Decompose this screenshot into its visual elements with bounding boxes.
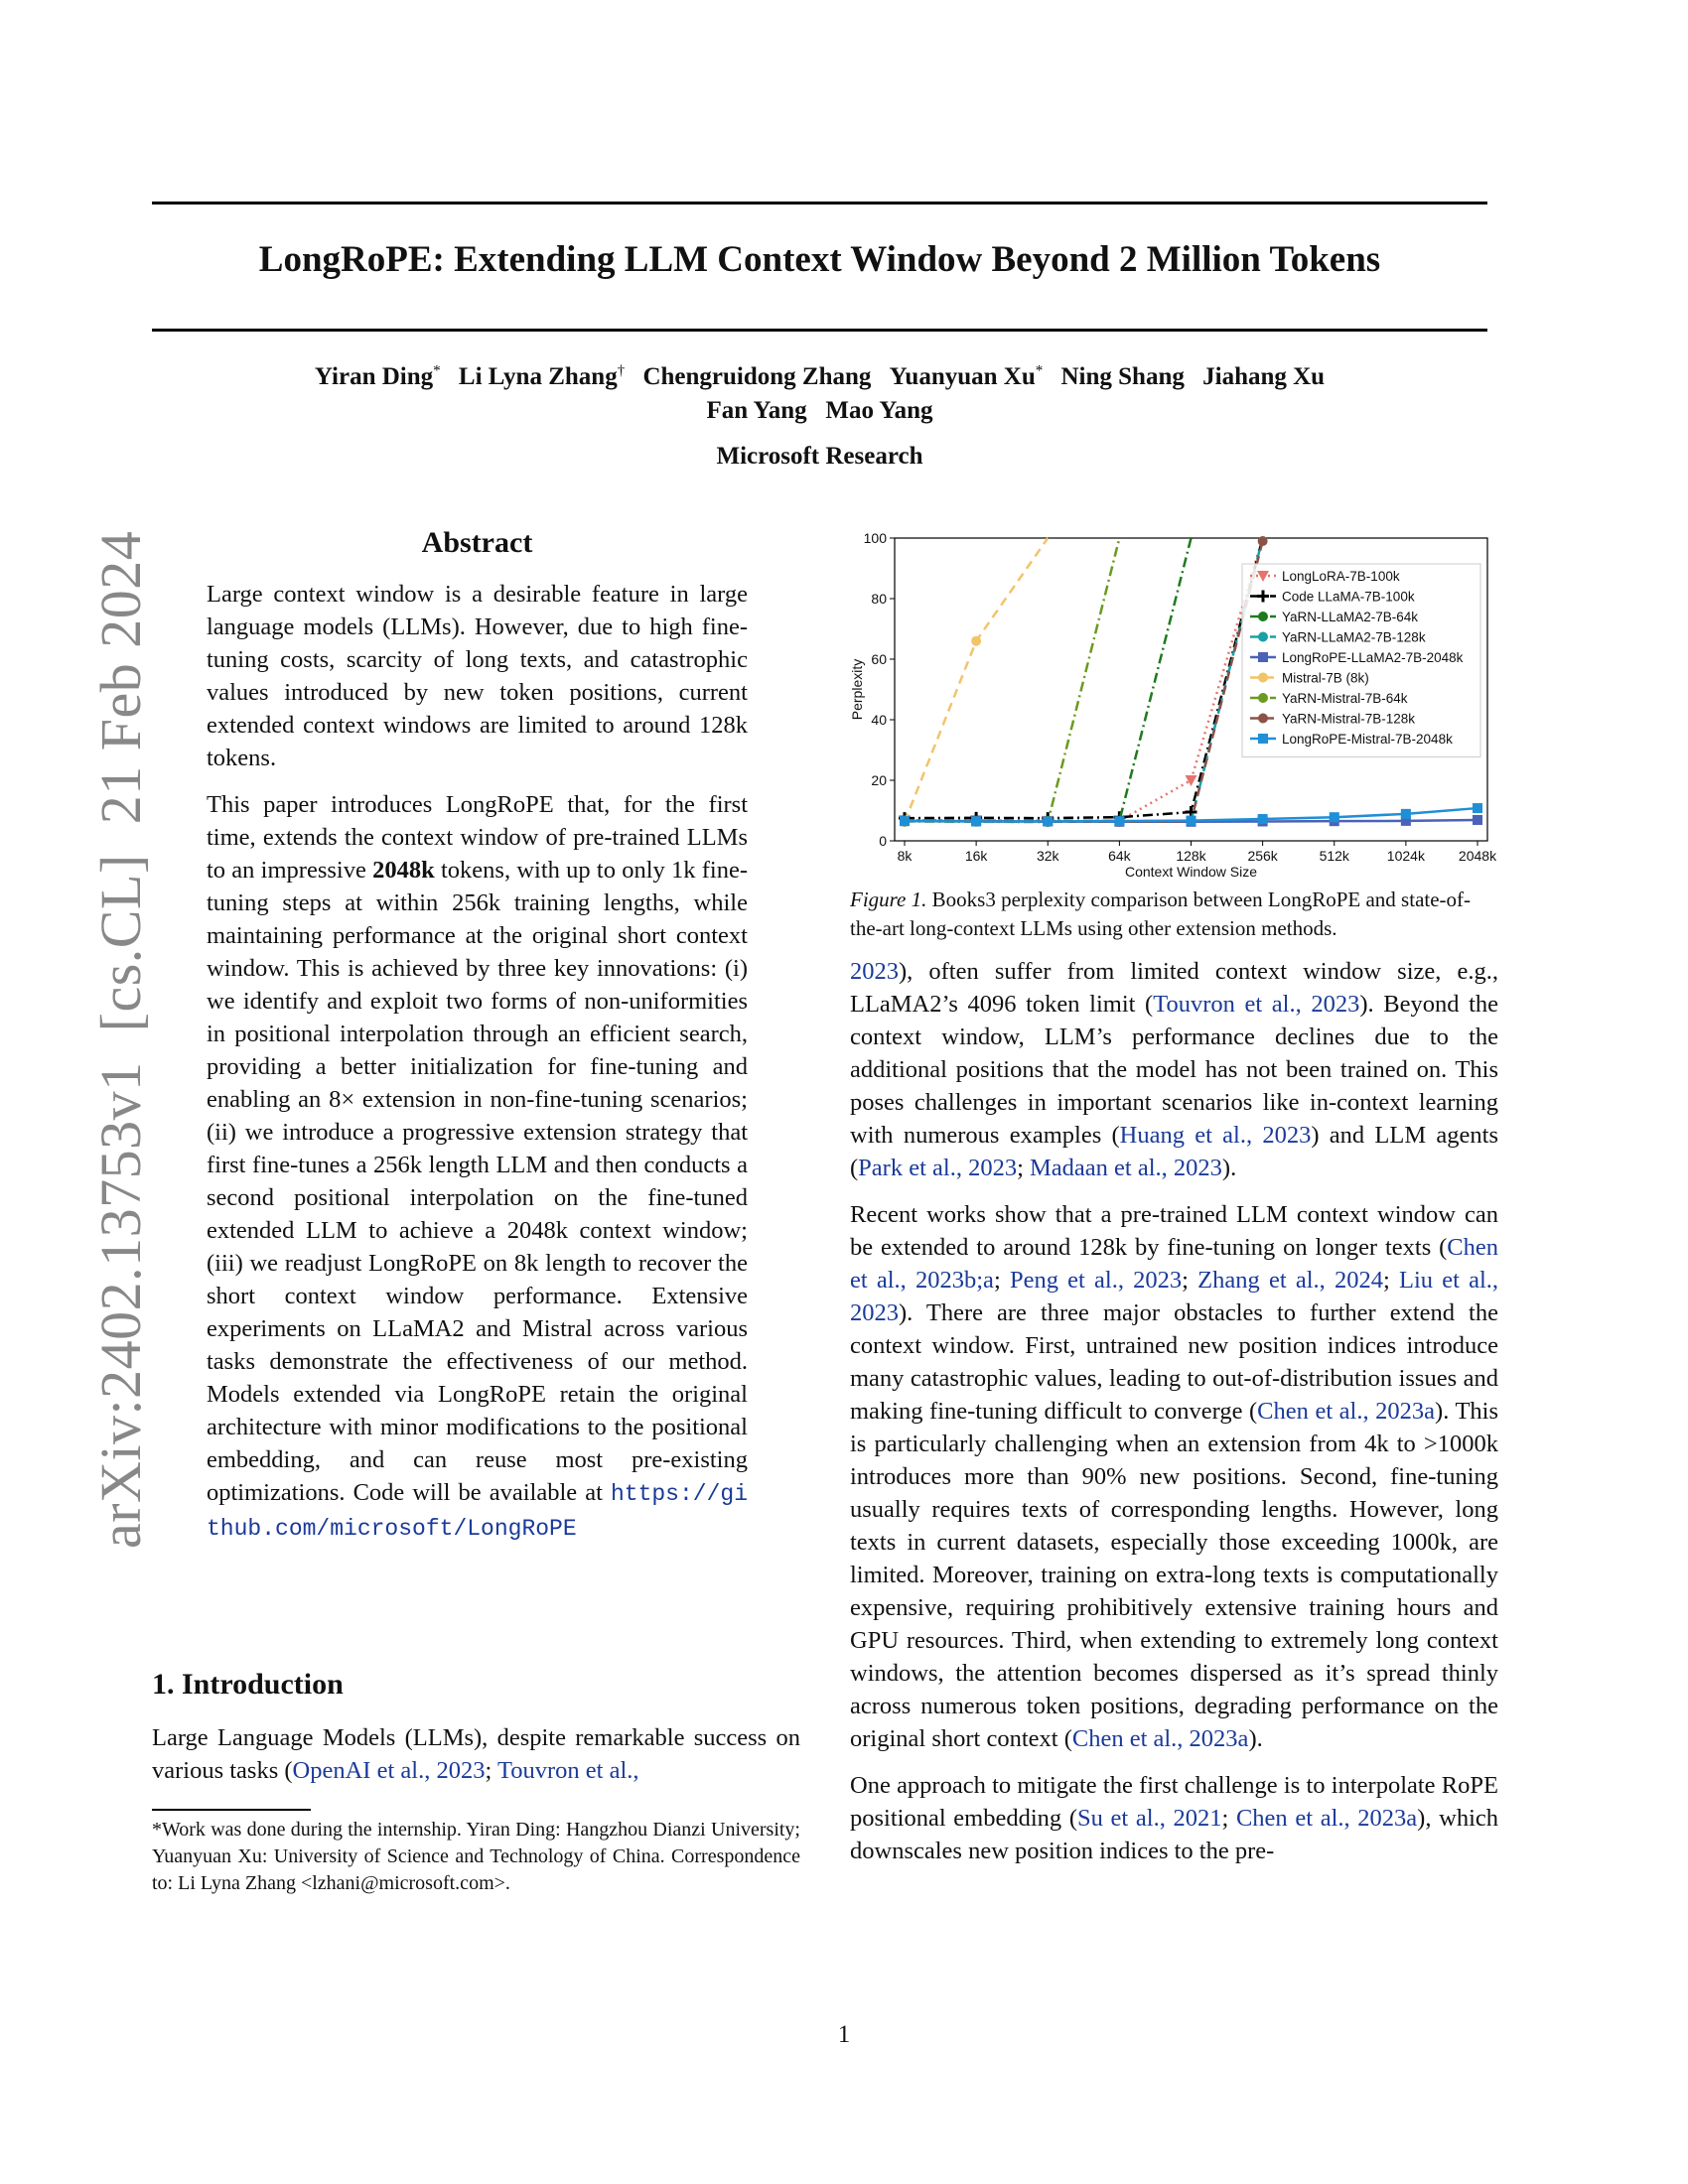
y-axis-label: Perplexity bbox=[849, 658, 865, 721]
legend-label: Mistral-7B (8k) bbox=[1282, 670, 1369, 686]
y-tick-label: 80 bbox=[871, 591, 887, 607]
legend-label: LongRoPE-Mistral-7B-2048k bbox=[1282, 732, 1453, 747]
legend-marker bbox=[1258, 693, 1268, 703]
legend-label: Code LLaMA-7B-100k bbox=[1282, 589, 1415, 605]
data-point bbox=[1401, 809, 1411, 819]
paper-title: LongRoPE: Extending LLM Context Window Beyond 2 Million Tokens bbox=[258, 239, 1381, 280]
citation-link[interactable]: Chen et al., 2023a bbox=[1071, 1725, 1249, 1752]
legend-marker bbox=[1258, 714, 1268, 724]
affiliation: Microsoft Research bbox=[716, 443, 923, 470]
figure-caption: Figure 1. Books3 perplexity comparison between LongRoPE and state-of-the-art long-context LLMs using other extension methods. bbox=[850, 887, 1472, 940]
citation-link[interactable]: Chen et al., 2023a bbox=[1235, 1805, 1418, 1832]
data-point bbox=[1473, 803, 1482, 813]
x-tick-label: 16k bbox=[964, 848, 988, 864]
page-number: 1 bbox=[837, 2021, 851, 2048]
arxiv-stamp: arXiv:2402.13753v1 [cs.CL] 21 Feb 2024 bbox=[88, 530, 153, 1549]
y-tick-label: 100 bbox=[863, 530, 887, 546]
author: Yuanyuan Xu* bbox=[889, 363, 1044, 391]
footnote: *Work was done during the internship. Yiran Ding: Hangzhou Dianzi University; Yuanyuan Xu: University of Science and Technology of China. Correspondence to: Li Lyna Zhang <lzhani@microsoft.com>. bbox=[152, 1819, 800, 1894]
legend-marker bbox=[1258, 612, 1268, 621]
abstract-paragraph: This paper introduces LongRoPE that, for the first time, extends the context window of pre-trained LLMs to an impressive 2048k tokens, with up to only 1k fine-tuning steps at within 256k training lengths, while maintaining performance at the original short context window. This is achieved by three key innovations: (i) we identify and exploit two forms of non-uniformities in positional interpolation through an efficient search, providing a better initialization for fine-tuning and enabling an 8× extension in non-fine-tuning scenarios; (ii) we introduce a progressive extension strategy that first fine-tunes a 256k length LLM and then conducts a second positional interpolation on the fine-tuned extended LLM to achieve a 2048k context window; (iii) we readjust LongRoPE on 8k length to recover the short context window performance. Extensive experiments on LLaMA2 and Mistral across various tasks demonstrate the effectiveness of our method. Models extended via LongRoPE retain the original architecture with minor modifications to the positional embedding, and can reuse most pre-existing optimizations. Code will be available at https://github.com/microsoft/LongRoPE bbox=[207, 791, 749, 1542]
abstract-paragraph: Large context window is a desirable feature in large language models (LLMs). However, due to high fine-tuning costs, scarcity of long texts, and catastrophic values introduced by new token positions, current extended context windows are limited to around 128k tokens. bbox=[207, 581, 748, 771]
intro-paragraph: Large Language Models (LLMs), despite remarkable success on various tasks (OpenAI et al., 2023; Touvron et al., bbox=[152, 1724, 800, 1784]
title-bottom-rule bbox=[152, 329, 1487, 332]
data-point bbox=[1330, 812, 1339, 822]
author: Chengruidong Zhang bbox=[642, 363, 872, 391]
y-tick-label: 40 bbox=[871, 712, 887, 728]
perplexity-chart bbox=[840, 516, 1499, 884]
data-point bbox=[1114, 816, 1124, 826]
code-link[interactable]: https://github.com/microsoft/LongRoPE bbox=[207, 1481, 748, 1542]
author: Ning Shang bbox=[1060, 363, 1185, 391]
intro-paragraph: 2023), often suffer from limited context window size, e.g., LLaMA2’s 4096 token limit (Touvron et al., 2023). Beyond the context window, LLM’s performance declines due to the additional positions that the model has not been trained on. This poses challenges in important scenarios like in-context learning with numerous examples (Huang et al., 2023) and LLM agents (Park et al., 2023; Madaan et al., 2023). bbox=[850, 958, 1499, 1181]
data-point bbox=[1258, 814, 1268, 824]
x-tick-label: 256k bbox=[1247, 848, 1278, 864]
x-tick-label: 8k bbox=[897, 848, 913, 864]
citation-link[interactable]: Zhang et al., 2024 bbox=[1197, 1267, 1383, 1294]
footnote-rule bbox=[152, 1809, 311, 1811]
citation-link[interactable]: OpenAI et al., 2023 bbox=[292, 1757, 486, 1784]
citation-link[interactable]: Touvron et al., bbox=[496, 1757, 639, 1784]
citation-link[interactable]: Su et al., 2021 bbox=[1077, 1805, 1222, 1832]
legend-label: YaRN-LLaMA2-7B-64k bbox=[1282, 610, 1419, 624]
top-rule bbox=[152, 202, 1487, 205]
citation-link[interactable]: Liu et al., 2023 bbox=[850, 1267, 1499, 1326]
citation-link[interactable]: Huang et al., 2023 bbox=[1119, 1122, 1312, 1149]
intro-right-column bbox=[850, 955, 1498, 1881]
y-tick-label: 20 bbox=[871, 772, 887, 788]
legend-marker bbox=[1258, 734, 1268, 744]
intro-paragraph: One approach to mitigate the first challenge is to interpolate RoPE positional embedding (Su et al., 2021; Chen et al., 2023a), which downscales new position indices to the pre- bbox=[850, 1772, 1498, 1864]
citation-link[interactable]: Chen et al., 2023a bbox=[1257, 1398, 1436, 1425]
author-list-line2: Fan Yang Mao Yang bbox=[706, 397, 933, 424]
abstract-body bbox=[207, 578, 748, 1560]
x-tick-label: 64k bbox=[1108, 848, 1131, 864]
citation-link[interactable]: 2023 bbox=[850, 958, 899, 985]
x-axis-label: Context Window Size bbox=[1124, 864, 1258, 880]
legend-marker bbox=[1258, 632, 1268, 642]
intro-left-column bbox=[152, 1721, 800, 1801]
author-list bbox=[152, 363, 1487, 391]
x-tick-label: 32k bbox=[1036, 848, 1059, 864]
y-tick-label: 0 bbox=[879, 833, 887, 849]
x-tick-label: 1024k bbox=[1386, 848, 1425, 864]
legend-marker bbox=[1258, 652, 1268, 662]
citation-link[interactable]: Madaan et al., 2023 bbox=[1030, 1155, 1222, 1181]
citation-link[interactable]: Chen et al., 2023b;a bbox=[850, 1234, 1498, 1294]
legend-label: LongLoRA-7B-100k bbox=[1282, 569, 1400, 584]
y-tick-label: 60 bbox=[871, 651, 887, 667]
data-point bbox=[1473, 815, 1482, 825]
abstract-heading: Abstract bbox=[421, 526, 533, 559]
author: Jiahang Xu bbox=[1202, 363, 1326, 391]
legend-label: YaRN-LLaMA2-7B-128k bbox=[1282, 629, 1426, 645]
legend-label: YaRN-Mistral-7B-64k bbox=[1282, 691, 1408, 706]
data-point bbox=[971, 816, 981, 826]
data-point bbox=[900, 816, 910, 826]
data-point bbox=[1187, 816, 1196, 826]
legend-label: LongRoPE-LLaMA2-7B-2048k bbox=[1282, 650, 1464, 665]
data-point bbox=[971, 636, 981, 646]
data-point bbox=[1258, 536, 1268, 546]
legend-marker bbox=[1258, 673, 1268, 683]
section-heading-introduction: 1. Introduction bbox=[152, 1668, 344, 1701]
citation-link[interactable]: Touvron et al., 2023 bbox=[1153, 991, 1360, 1018]
legend-label: YaRN-Mistral-7B-128k bbox=[1282, 711, 1416, 727]
x-tick-label: 2048k bbox=[1458, 848, 1497, 864]
x-tick-label: 128k bbox=[1176, 848, 1206, 864]
citation-link[interactable]: Peng et al., 2023 bbox=[1009, 1267, 1183, 1294]
author: Yiran Ding* bbox=[314, 363, 441, 391]
author: Li Lyna Zhang† bbox=[458, 363, 626, 391]
intro-paragraph: Recent works show that a pre-trained LLM context window can be extended to around 128k by fine-tuning on longer texts (Chen et al., 2023b;a; Peng et al., 2023; Zhang et al., 2024; Liu et al., 2023). There are three major obstacles to further extend the context window. First, untrained new position indices introduce many catastrophic values, leading to out-of-distribution issues and making fine-tuning difficult to converge (Chen et al., 2023a). This is particularly challenging when an extension from 4k to >1000k introduces more than 90% new positions. Second, fine-tuning usually requires texts of corresponding lengths. However, long texts in current datasets, especially those exceeding 1000k, are limited. Moreover, training on extra-long texts is computationally expensive, requiring prohibitively extensive training hours and GPU resources. Third, when extending to extremely long context windows, the attention becomes dispersed as it’s spread thinly across numerous token positions, degrading performance on the original short context (Chen et al., 2023a). bbox=[850, 1201, 1499, 1752]
x-tick-label: 512k bbox=[1319, 848, 1349, 864]
citation-link[interactable]: Park et al., 2023 bbox=[858, 1155, 1018, 1181]
data-point bbox=[1043, 816, 1053, 826]
